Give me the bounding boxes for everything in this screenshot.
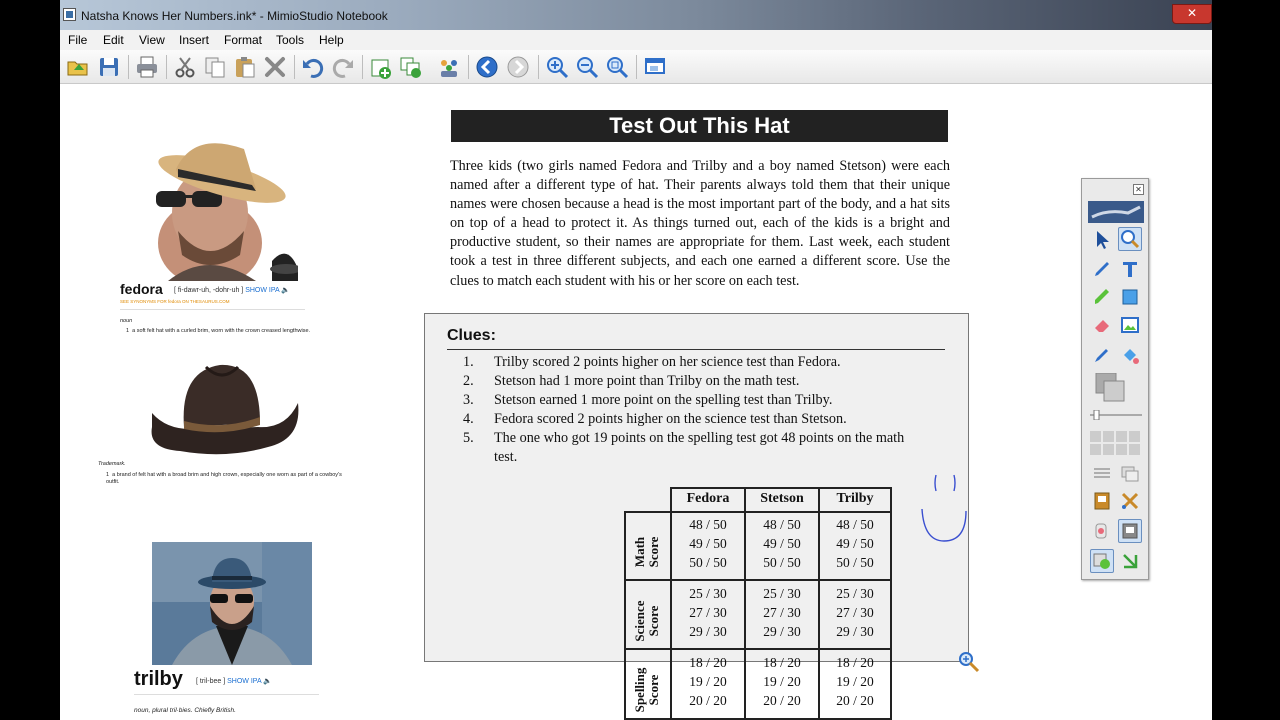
app-icon	[63, 8, 76, 21]
menu-file[interactable]: File	[68, 33, 88, 47]
menu-format[interactable]: Format	[224, 33, 263, 47]
dictionary-panel	[60, 85, 360, 720]
worksheet-title: Test Out This Hat	[451, 110, 948, 142]
pen-icon[interactable]	[1090, 257, 1114, 281]
grid-cell: 18 / 20 19 / 20 20 / 20	[836, 655, 874, 708]
fedora-man-image[interactable]	[148, 131, 298, 281]
trilby-pos: noun, plural tril·bies. Chiefly British.	[134, 707, 236, 714]
grid-col-stetson: Stetson	[760, 491, 804, 506]
cowboy-definition: 1 a brand of felt hat with a broad brim and high crown, especially one worn as part of a cowboy's outfit.	[106, 472, 342, 485]
zoom-tool-icon[interactable]	[1118, 227, 1142, 251]
fedora-pronunciation: [ fi-dawr-uh, -dohr-uh ] SHOW IPA 🔈	[174, 287, 290, 294]
trilby-word: trilby	[134, 668, 183, 690]
undo-icon[interactable]	[300, 54, 326, 80]
grid-col-trilby: Trilby	[836, 491, 874, 506]
trilby-show-ipa-link[interactable]: SHOW IPA	[227, 678, 262, 685]
zoom-in-icon[interactable]	[544, 54, 570, 80]
fedora-word: fedora	[120, 281, 163, 297]
screen-icon[interactable]	[642, 54, 668, 80]
mimio-view-icon[interactable]	[1118, 549, 1142, 573]
eraser-icon[interactable]	[1090, 313, 1114, 337]
cut-icon[interactable]	[172, 54, 198, 80]
spotlight-icon[interactable]	[1118, 519, 1142, 543]
title-bar	[60, 0, 1212, 30]
gallery-icon[interactable]	[1118, 461, 1142, 485]
close-button[interactable]	[1172, 4, 1212, 24]
zoom-out-icon[interactable]	[574, 54, 600, 80]
grid-cell: 48 / 50 49 / 50 50 / 50	[689, 517, 727, 570]
grid-row-spelling: Spelling Score	[632, 667, 661, 713]
divider	[134, 694, 319, 695]
fedora-show-ipa-link[interactable]: SHOW IPA	[245, 287, 280, 294]
cowboy-pos: Trademark.	[98, 461, 126, 467]
trilby-pronunciation: [ tril-bee ] SHOW IPA 🔈	[196, 678, 272, 685]
fill-pattern-grid[interactable]	[1090, 431, 1142, 455]
pen-preview-icon	[1088, 201, 1144, 223]
grid-cell: 25 / 30 27 / 30 29 / 30	[689, 586, 727, 639]
zoom-fit-icon[interactable]	[604, 54, 630, 80]
copy-icon[interactable]	[202, 54, 228, 80]
clues-heading: Clues:	[447, 327, 496, 344]
grid-cell: 25 / 30 27 / 30 29 / 30	[763, 586, 801, 639]
cowboy-hat-image[interactable]	[146, 357, 302, 459]
worksheet-intro: Three kids (two girls named Fedora and Trilby and a boy named Stetson) were each named after a different type of hat. Their parents always told them that their unique names were chosen because a head is the most important part of the body, and a hat sits on top of a head to protect it. As things turned out, each of the kids is a bright and productive student, so their names are appropriate for them. Last week, each student took a test in three different subjects, and each one earned a different score. Use the clues to match each student with his or her score on each test.	[450, 158, 950, 289]
collaborate-icon[interactable]	[436, 54, 462, 80]
paste-icon[interactable]	[232, 54, 258, 80]
menu-edit[interactable]: Edit	[103, 33, 124, 47]
line-style-icon[interactable]	[1090, 461, 1114, 485]
menu-tools[interactable]: Tools	[276, 33, 305, 47]
save-icon[interactable]	[96, 54, 122, 80]
ink-drawing[interactable]	[918, 471, 970, 545]
fedora-pos: noun	[120, 318, 133, 324]
open-icon[interactable]	[65, 54, 91, 80]
tools-icon[interactable]	[1118, 489, 1142, 513]
transparency-slider[interactable]	[1090, 407, 1142, 417]
print-icon[interactable]	[134, 54, 160, 80]
grid-cell: 18 / 20 19 / 20 20 / 20	[763, 655, 801, 708]
app-window	[60, 0, 1212, 720]
fedora-definition: 1 a soft felt hat with a curled brim, worn with the crown creased lengthwise.	[126, 328, 311, 334]
logic-grid[interactable]	[624, 487, 892, 720]
trilby-man-image[interactable]	[152, 542, 312, 665]
grid-row-science: Science Score	[632, 600, 661, 642]
add-page-icon[interactable]	[368, 54, 394, 80]
menu-bar	[60, 30, 1212, 50]
reveal-icon[interactable]	[1090, 519, 1114, 543]
screen-clip-icon[interactable]	[1090, 549, 1114, 573]
menu-insert[interactable]: Insert	[179, 33, 210, 47]
grid-cell: 18 / 20 19 / 20 20 / 20	[689, 655, 727, 708]
color-picker-icon[interactable]	[1090, 343, 1114, 367]
grid-col-fedora: Fedora	[686, 491, 730, 506]
highlighter-icon[interactable]	[1090, 285, 1114, 309]
toolbar	[60, 50, 1212, 84]
shape-icon[interactable]	[1118, 285, 1142, 309]
fill-icon[interactable]	[1118, 343, 1142, 367]
back-icon[interactable]	[474, 54, 500, 80]
add-page-alt-icon[interactable]	[398, 54, 424, 80]
text-tool-icon[interactable]	[1118, 257, 1142, 281]
menu-help[interactable]: Help	[319, 33, 344, 47]
window-title: Natsha Knows Her Numbers.ink* - MimioStudio Notebook	[81, 9, 388, 23]
speaker-icon[interactable]: 🔈	[281, 287, 290, 294]
zoom-cursor-icon	[958, 651, 980, 673]
worksheet[interactable]	[428, 89, 973, 720]
redo-icon[interactable]	[330, 54, 356, 80]
speaker-icon[interactable]: 🔈	[263, 678, 272, 685]
page-canvas[interactable]	[60, 85, 1212, 720]
grid-row-math: Math Score	[632, 536, 661, 568]
image-icon[interactable]	[1118, 313, 1142, 337]
color-swatch-icon[interactable]	[1090, 373, 1134, 403]
menu-view[interactable]: View	[139, 33, 165, 47]
palette-close-button[interactable]: ✕	[1133, 184, 1144, 195]
select-arrow-icon[interactable]	[1090, 227, 1114, 251]
forward-icon[interactable]	[505, 54, 531, 80]
clues-box[interactable]: Clues: 1. Trilby scored 2 points higher on her science test than Fedora. 2. Stetson had 1 more point than Trilby on the math test. 3. Stetson earned 1 more point on the spelling test than Trilby. 4. Fedora scored 2 points higher on the science test than Stetson. 5. The one who got 19 points on the spelling test got 48 points on the math test.	[424, 313, 969, 662]
grid-cell: 48 / 50 49 / 50 50 / 50	[836, 517, 874, 570]
clues-divider	[447, 349, 945, 350]
tool-palette[interactable]	[1081, 178, 1149, 580]
grid-cell: 25 / 30 27 / 30 29 / 30	[836, 586, 874, 639]
delete-icon[interactable]	[262, 54, 288, 80]
fedora-see-synonyms-link[interactable]: SEE SYNONYMS FOR fedora ON THESAURUS.COM	[120, 299, 230, 304]
grid-cell: 48 / 50 49 / 50 50 / 50	[763, 517, 801, 570]
recorder-icon[interactable]	[1090, 489, 1114, 513]
divider	[120, 309, 305, 310]
